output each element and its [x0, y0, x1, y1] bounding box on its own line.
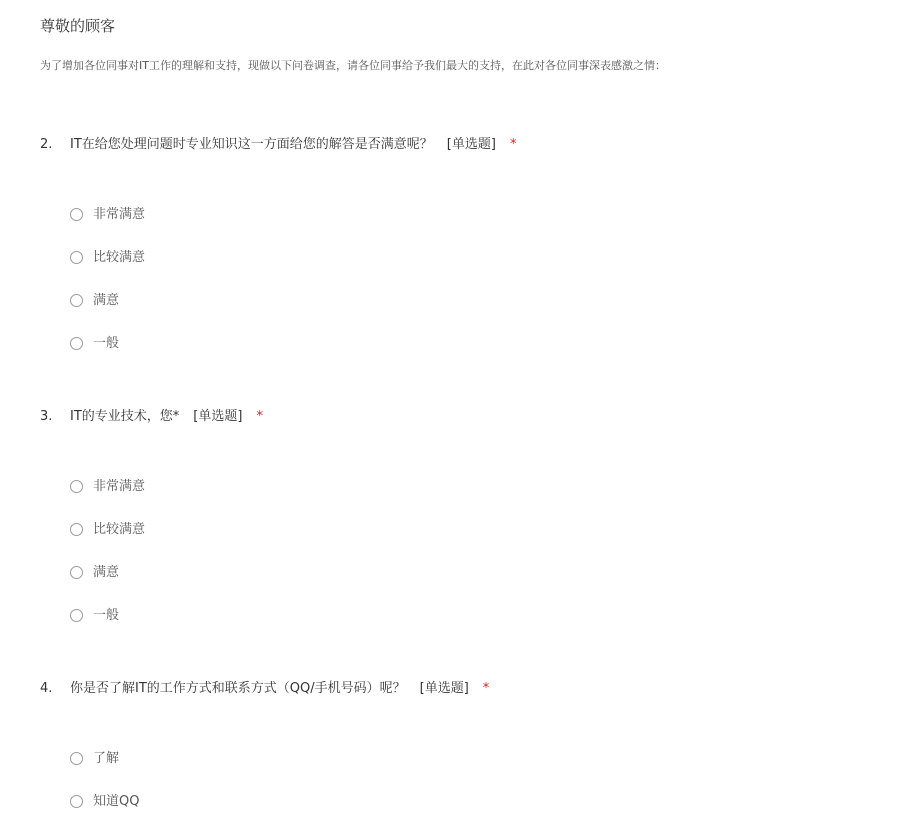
required-asterisk: * — [509, 137, 517, 152]
question-type-label: [单选题] — [193, 409, 243, 424]
option-label[interactable]: 比较满意 — [93, 522, 146, 537]
option-label[interactable]: 非常满意 — [93, 207, 146, 222]
question-text: IT在给您处理问题时专业知识这一方面给您的解答是否满意呢？ — [70, 137, 433, 152]
radio-button[interactable] — [70, 523, 83, 536]
radio-button[interactable] — [70, 208, 83, 221]
question-text: 你是否了解IT的工作方式和联系方式（QQ/手机号码）呢？ — [70, 681, 406, 696]
question-text-wrapper — [70, 678, 489, 700]
question-title — [40, 406, 880, 428]
question-4 — [40, 678, 880, 809]
greeting-heading: 尊敬的顾客 — [40, 17, 116, 35]
radio-button[interactable] — [70, 337, 83, 350]
question-type-label: [单选题] — [446, 137, 496, 152]
option-label[interactable]: 满意 — [93, 293, 120, 308]
radio-button[interactable] — [70, 566, 83, 579]
option-label[interactable]: 满意 — [93, 565, 120, 580]
question-number: 2. — [40, 137, 53, 152]
required-asterisk: * — [256, 409, 263, 424]
question-number: 4. — [40, 681, 53, 696]
radio-button[interactable] — [70, 251, 83, 264]
required-asterisk: * — [482, 681, 490, 696]
radio-button[interactable] — [70, 752, 83, 765]
question-text-wrapper — [70, 134, 516, 156]
radio-button[interactable] — [70, 609, 83, 622]
question-2 — [40, 134, 880, 351]
question-number: 3. — [40, 409, 53, 424]
option-label[interactable]: 非常满意 — [93, 479, 146, 494]
question-text: IT的专业技术，您* — [70, 409, 180, 424]
intro-text: 为了增加各位同事对IT工作的理解和支持，现做以下问卷调查，请各位同事给予我们最大的支持，在此对各位同事深表感激之情： — [40, 59, 666, 72]
option-label[interactable]: 一般 — [93, 336, 120, 351]
question-title — [40, 678, 880, 700]
question-text-wrapper — [70, 406, 263, 428]
option-label[interactable]: 了解 — [93, 751, 120, 766]
question-3 — [40, 406, 880, 623]
option-label[interactable]: 一般 — [93, 608, 120, 623]
radio-button[interactable] — [70, 795, 83, 808]
question-type-label: [单选题] — [419, 681, 469, 696]
option-label[interactable]: 知道QQ — [93, 794, 140, 809]
option-label[interactable]: 比较满意 — [93, 250, 146, 265]
radio-button[interactable] — [70, 294, 83, 307]
radio-button[interactable] — [70, 480, 83, 493]
question-title — [40, 134, 880, 156]
